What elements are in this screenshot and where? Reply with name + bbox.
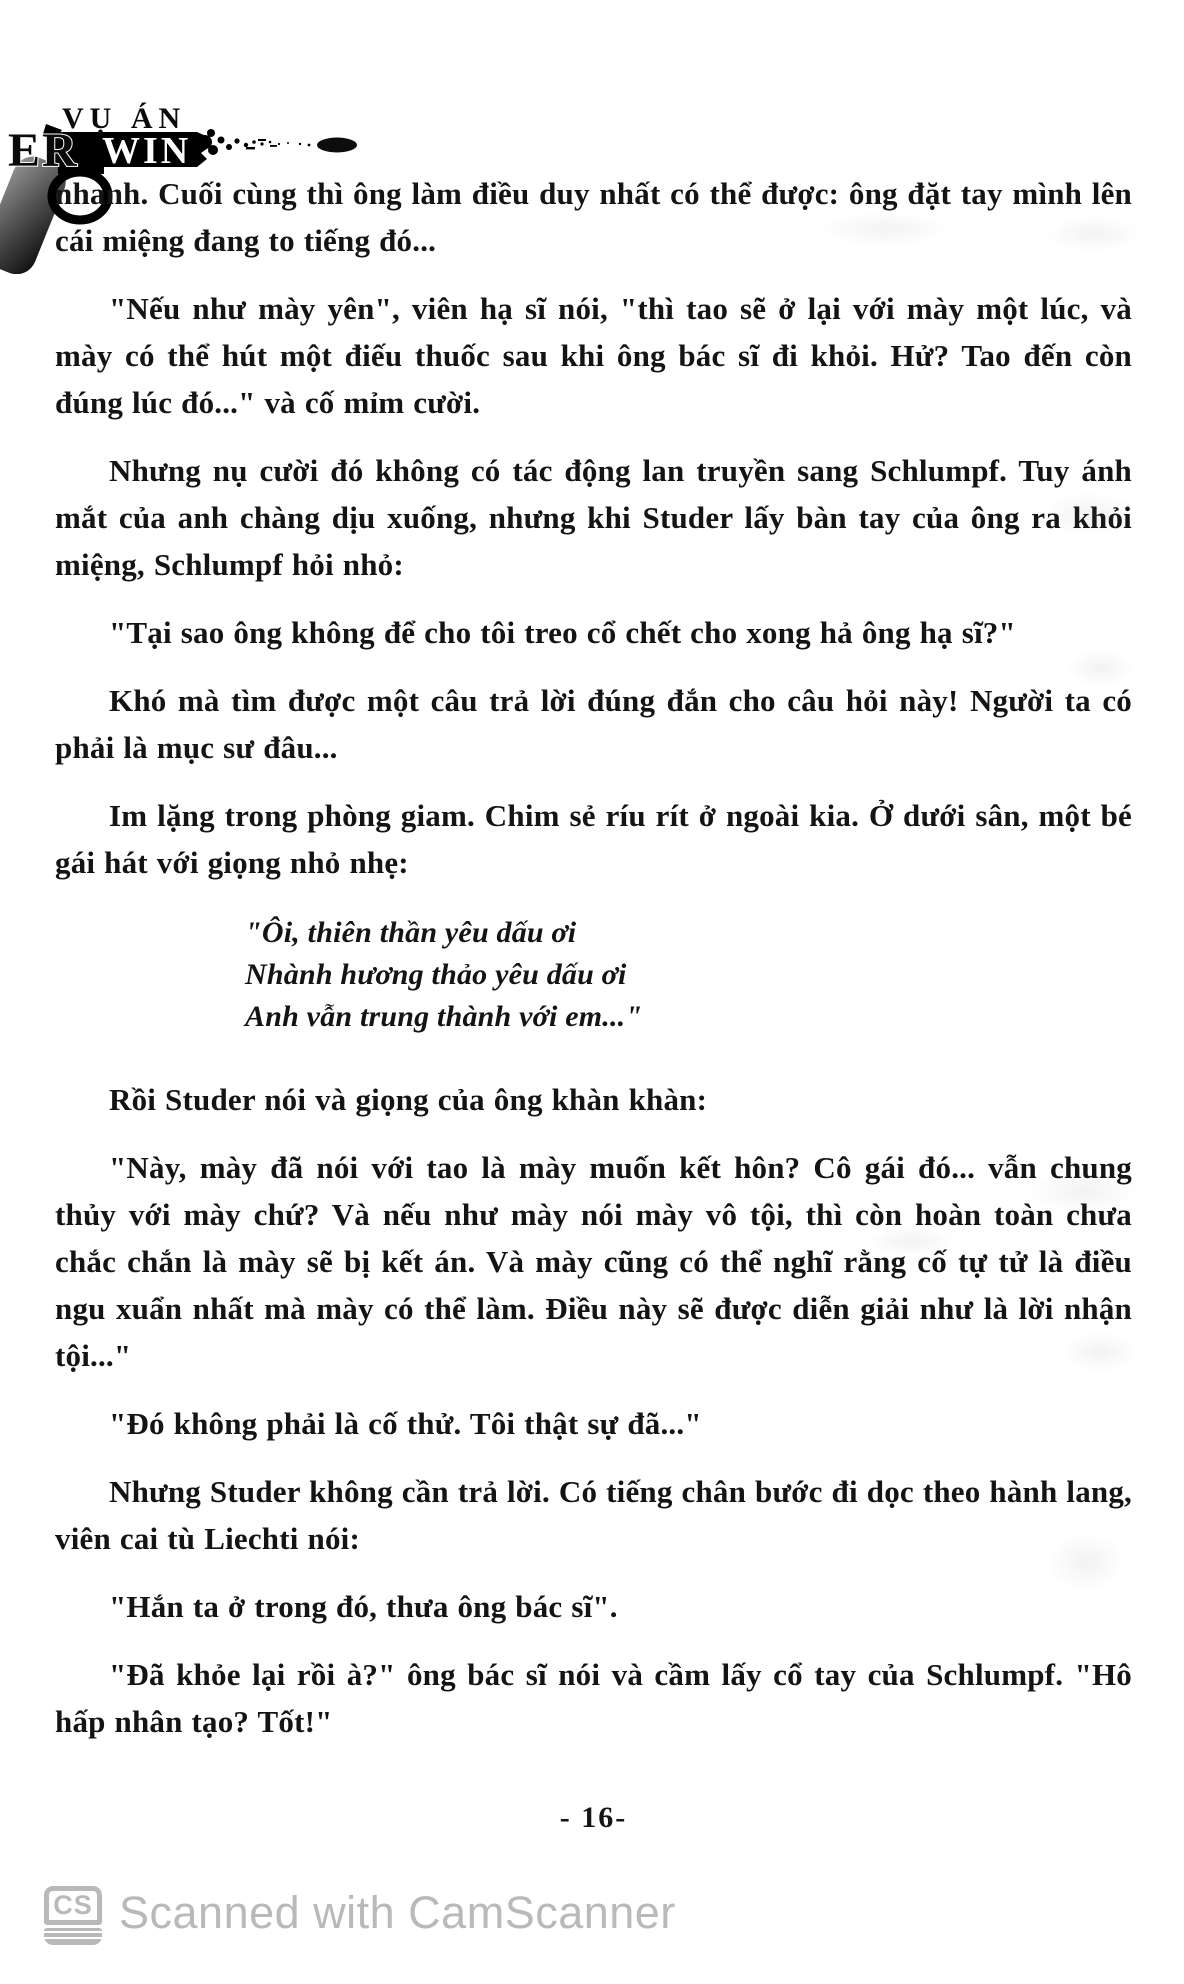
paragraph: Nhưng Studer không cần trả lời. Có tiếng chân bước đi dọc theo hành lang, viên cai tù Liechti nói: [55,1474,1132,1556]
paragraph: Rồi Studer nói và giọng của ông khàn khàn: [109,1082,708,1117]
paragraph: Nhưng nụ cười đó không có tác động lan truyền sang Schlumpf. Tuy ánh mắt của anh chàng dịu xuống, nhưng khi Studer lấy bàn tay của ông ra khỏi miệng, Schlumpf hỏi nhỏ: [55,453,1132,582]
song-verse-line: Nhành hương thảo yêu dấu ơi [245,958,627,991]
bullet-icon [317,138,357,153]
page-number: - 16- [559,1801,628,1834]
paragraph: Im lặng trong phòng giam. Chim sẻ ríu rít ở ngoài kia. Ở dưới sân, một bé gái hát với giọng nhỏ nhẹ: [55,798,1132,880]
logo-title-win: WIN [102,130,192,172]
cs-logo-base [44,1928,102,1945]
paragraph: nhanh. Cuối cùng thì ông làm điều duy nhất có thể được: ông đặt tay mình lên cái miệng đang to tiếng đó... [55,176,1132,258]
cs-logo-text: CS [53,1890,93,1920]
watermark-text: Scanned with CamScanner [119,1887,676,1938]
logo-series-title: VỤ ÁN [62,102,187,135]
paragraph: "Đó không phải là cố thử. Tôi thật sự đã..." [109,1406,702,1441]
song-verse-line: "Ôi, thiên thần yêu dấu ơi [245,916,577,949]
camscanner-logo-icon [44,1886,102,1945]
song-verse-line: Anh vẫn trung thành với em..." [245,1000,643,1033]
gunsmoke-specks [197,129,310,167]
logo-title-er: ER [8,124,79,177]
paragraph: "Tại sao ông không để cho tôi treo cổ chết cho xong hả ông hạ sĩ?" [109,615,1016,650]
paragraph: "Hắn ta ở trong đó, thưa ông bác sĩ". [109,1589,618,1624]
paragraph: "Nếu như mày yên", viên hạ sĩ nói, "thì tao sẽ ở lại với mày một lúc, và mày có thể hút một điếu thuốc sau khi ông bác sĩ đi khỏi. Hử? Tao đến còn đúng lúc đó..." và cố mỉm cười. [55,291,1132,420]
page-text-column [55,170,1132,1835]
paragraph: "Đã khỏe lại rồi à?" ông bác sĩ nói và cầm lấy cổ tay của Schlumpf. "Hô hấp nhân tạo? Tốt!" [55,1657,1132,1739]
song-verse [245,912,1132,1038]
paragraph: "Này, mày đã nói với tao là mày muốn kết hôn? Cô gái đó... vẫn chung thủy với mày chứ? Và nếu như mày nói mày vô tội, thì còn hoàn toàn chưa chắc chắn là mày sẽ bị kết án. Và mày cũng có thể nghĩ rằng cố tự tử là điều ngu xuẩn nhất mà mày có thể làm. Điều này sẽ được diễn giải như là lời nhận tội..." [55,1150,1132,1373]
camscanner-watermark [44,1886,676,1945]
paragraph: Khó mà tìm được một câu trả lời đúng đắn cho câu hỏi này! Người ta có phải là mục sư đâu... [55,683,1132,765]
